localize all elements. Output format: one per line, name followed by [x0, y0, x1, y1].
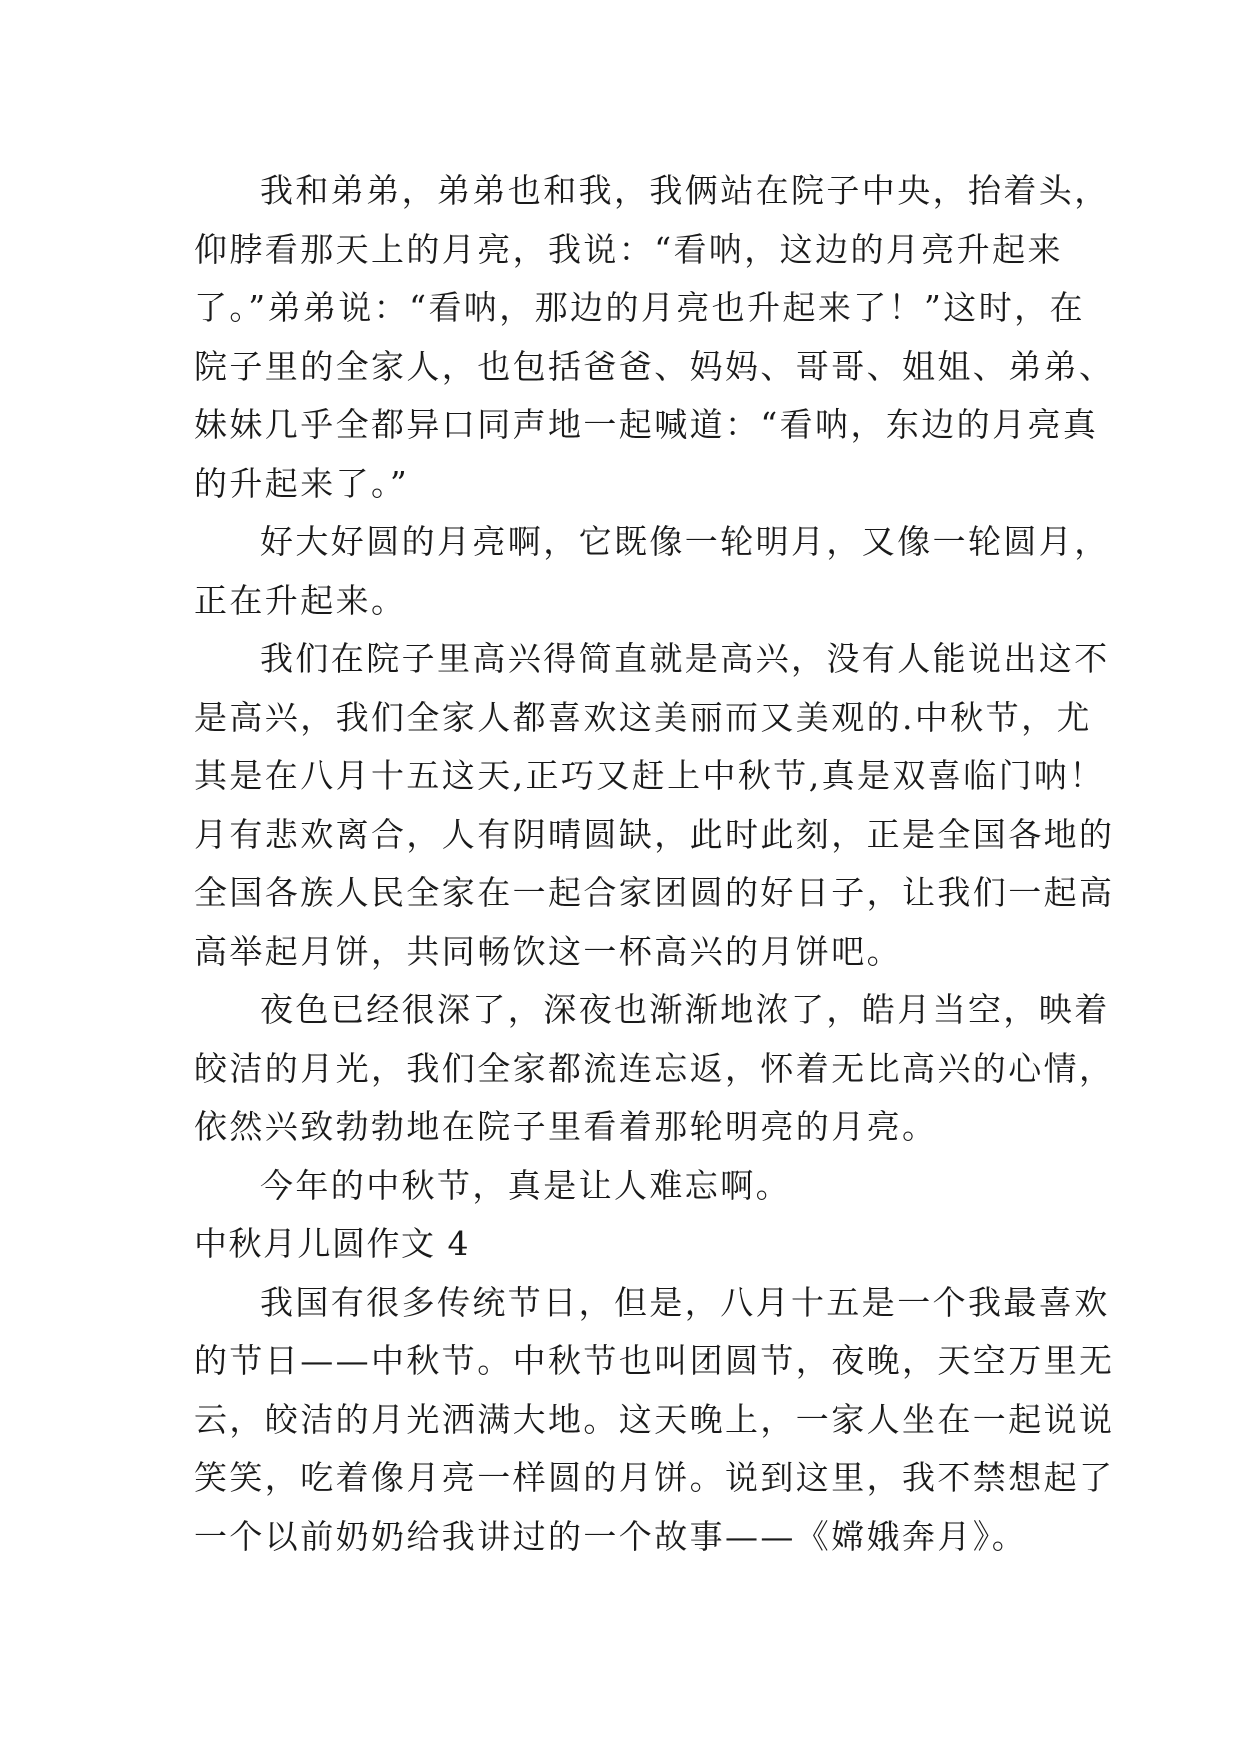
text-line: 月有悲欢离合，人有阴晴圆缺，此时此刻，正是全国各地的 [194, 814, 1115, 854]
text-line: 夜色已经很深了，深夜也渐渐地浓了，皓月当空，映着 [260, 990, 1110, 1029]
text-line: 皎洁的月光，我们全家都流连忘返，怀着无比高兴的心情， [194, 1048, 1115, 1088]
text-line: 全国各族人民全家在一起合家团圆的好日子，让我们一起高 [194, 873, 1115, 912]
text-line: 我国有很多传统节日，但是，八月十五是一个我最喜欢 [260, 1282, 1110, 1322]
text-line: 其是在八月十五这天,正巧又赶上中秋节,真是双喜临门呐！ [194, 756, 1105, 795]
text-line: 云，皎洁的月光洒满大地。这天晚上，一家人坐在一起说说 [194, 1399, 1115, 1439]
text-line: 正在升起来。 [194, 580, 407, 620]
text-line: 妹妹几乎全都异口同声地一起喊道：“看呐，东边的月亮真 [194, 405, 1099, 444]
text-line: 院子里的全家人，也包括爸爸、妈妈、哥哥、姐姐、弟弟、 [194, 346, 1115, 386]
section-heading: 中秋月儿圆作文 4 [194, 1224, 470, 1263]
text-line: 一个以前奶奶给我讲过的一个故事——《嫦娥奔月》。 [194, 1516, 1028, 1556]
text-line: 依然兴致勃勃地在院子里看着那轮明亮的月亮。 [194, 1107, 938, 1146]
text-line: 了。”弟弟说：“看呐，那边的月亮也升起来了！”这时，在 [194, 288, 1085, 327]
document-body [194, 162, 1115, 1566]
text-line: 我和弟弟，弟弟也和我，我俩站在院子中央，抬着头， [260, 171, 1110, 210]
text-line: 我们在院子里高兴得简直就是高兴，没有人能说出这不 [260, 639, 1110, 678]
text-line: 好大好圆的月亮啊，它既像一轮明月，又像一轮圆月， [260, 522, 1110, 561]
text-line: 是高兴，我们全家人都喜欢这美丽而又美观的.中秋节，尤 [194, 697, 1092, 737]
text-line: 的升起来了。” [194, 463, 410, 503]
text-line: 的节日——中秋节。中秋节也叫团圆节，夜晚，天空万里无 [194, 1341, 1115, 1380]
text-line: 笑笑，吃着像月亮一样圆的月饼。说到这里，我不禁想起了 [194, 1458, 1115, 1497]
text-line: 高举起月饼，共同畅饮这一杯高兴的月饼吧。 [194, 931, 902, 971]
text-line: 今年的中秋节，真是让人难忘啊。 [260, 1165, 791, 1205]
text-line: 仰脖看那天上的月亮，我说：“看呐，这边的月亮升起来 [194, 229, 1063, 269]
